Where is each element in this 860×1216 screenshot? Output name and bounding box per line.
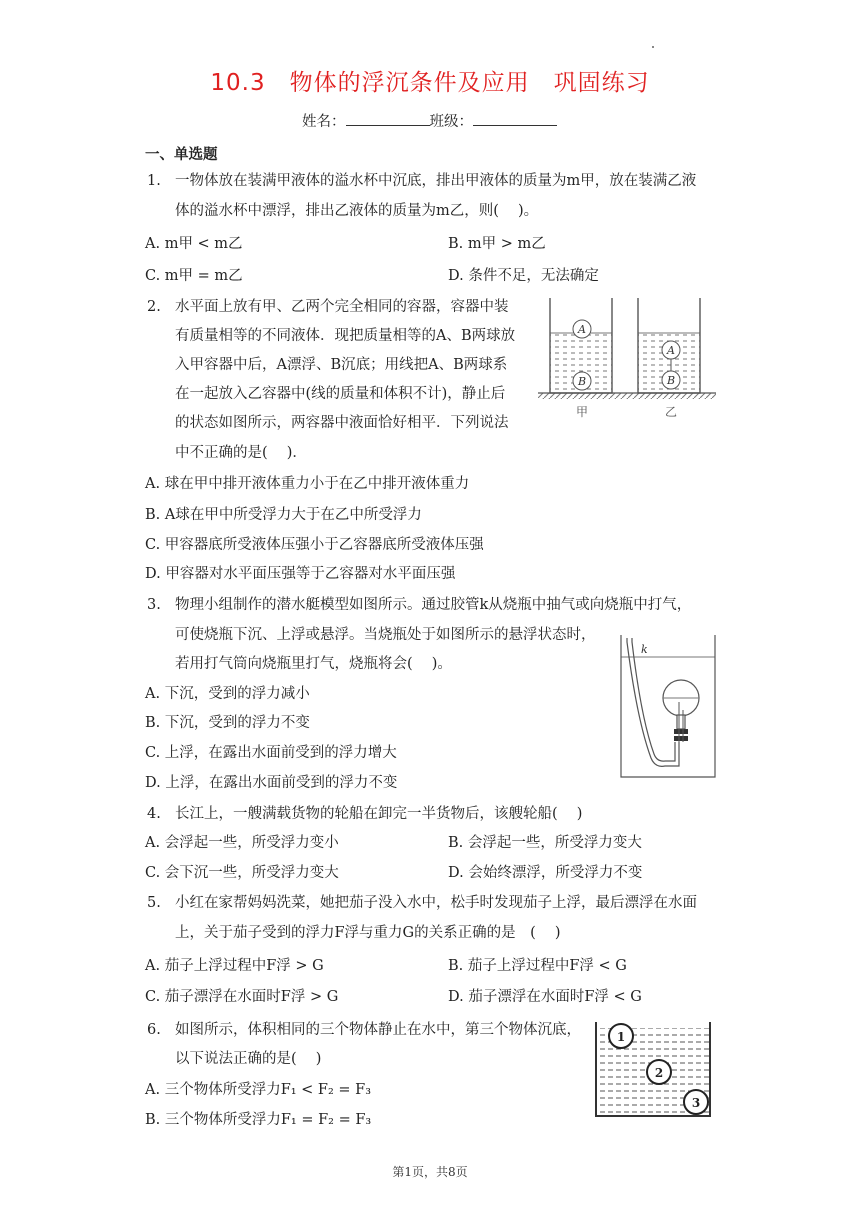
class-blank[interactable] bbox=[473, 111, 557, 126]
q1-stem-line1: 一物体放在装满甲液体的溢水杯中沉底，排出甲液体的质量为m甲，放在装满乙液 bbox=[175, 173, 697, 189]
q4-stem: 长江上，一艘满载货物的轮船在卸完一半货物后，该艘轮船( ) bbox=[175, 806, 583, 822]
q2-stem-line2: 有质量相等的不同液体．现把质量相等的A、B两球放 bbox=[175, 328, 516, 344]
q5-option-b[interactable]: B. 茄子上浮过程中F浮 < G bbox=[448, 958, 627, 974]
name-label: 姓名： bbox=[302, 114, 346, 130]
tube-label: k bbox=[641, 643, 648, 656]
ball-b-right-label: B bbox=[666, 374, 676, 387]
q3-stem-line1: 物理小组制作的潜水艇模型如图所示。通过胶管k从烧瓶中抽气或向烧瓶中打气， bbox=[175, 597, 692, 613]
page-dot bbox=[652, 46, 654, 48]
q1-option-a[interactable]: A. m甲 < m乙 bbox=[145, 236, 243, 252]
stopper-bottom bbox=[674, 736, 688, 741]
q4-number: 4. bbox=[147, 806, 161, 822]
q3-option-b[interactable]: B. 下沉，受到的浮力不变 bbox=[145, 715, 310, 731]
q5-number: 5. bbox=[147, 895, 161, 911]
q4-option-a[interactable]: A. 会浮起一些，所受浮力变小 bbox=[145, 835, 339, 851]
ground-hatch bbox=[538, 393, 716, 399]
q2-option-d[interactable]: D. 甲容器对水平面压强等于乙容器对水平面压强 bbox=[145, 566, 456, 582]
q2-stem-line6: 中不正确的是( )． bbox=[175, 445, 307, 461]
q3-figure bbox=[619, 630, 717, 780]
flask-neck bbox=[677, 715, 685, 729]
q4-option-b[interactable]: B. 会浮起一些，所受浮力变大 bbox=[448, 835, 642, 851]
q6-option-b[interactable]: B. 三个物体所受浮力F₁ = F₂ = F₃ bbox=[145, 1112, 372, 1128]
q3-stem-line2: 可使烧瓶下沉、上浮或悬浮。当烧瓶处于如图所示的悬浮状态时， bbox=[175, 627, 596, 643]
q6-stem-line1: 如图所示，体积相同的三个物体静止在水中，第三个物体沉底， bbox=[175, 1022, 581, 1038]
ball-b-left-label: B bbox=[577, 375, 587, 388]
object-3-label: 3 bbox=[691, 1096, 701, 1110]
q2-number: 2. bbox=[147, 299, 161, 315]
q6-figure bbox=[592, 1018, 714, 1118]
object-1-label: 1 bbox=[616, 1030, 626, 1044]
class-label: 班级： bbox=[429, 114, 473, 130]
q1-option-d[interactable]: D. 条件不足，无法确定 bbox=[448, 268, 599, 284]
q1-number: 1. bbox=[147, 173, 161, 189]
q2-stem-line4: 在一起放入乙容器中(线的质量和体积不计)，静止后 bbox=[175, 386, 506, 402]
q6-stem-line2: 以下说法正确的是( ) bbox=[175, 1051, 322, 1067]
q3-stem-line3: 若用打气筒向烧瓶里打气，烧瓶将会( )。 bbox=[175, 656, 452, 672]
q1-option-b[interactable]: B. m甲 > m乙 bbox=[448, 236, 546, 252]
ball-a-right-label: A bbox=[667, 344, 675, 357]
section-heading: 一、单选题 bbox=[145, 146, 218, 163]
q2-figure bbox=[538, 296, 716, 422]
page-footer: 第1页，共8页 bbox=[392, 1165, 468, 1179]
q2-stem-line3: 入甲容器中后，A漂浮、B沉底；用线把A、B两球系 bbox=[175, 357, 508, 373]
q3-number: 3. bbox=[147, 597, 161, 613]
q1-stem-line2: 体的溢水杯中漂浮，排出乙液体的质量为m乙，则( )。 bbox=[175, 203, 539, 219]
q5-option-c[interactable]: C. 茄子漂浮在水面时F浮 > G bbox=[145, 989, 339, 1005]
q5-stem-line1: 小红在家帮妈妈洗菜，她把茄子没入水中，松手时发现茄子上浮，最后漂浮在水面 bbox=[175, 895, 697, 911]
object-2-label: 2 bbox=[654, 1066, 664, 1080]
q2-stem-line1: 水平面上放有甲、乙两个完全相同的容器，容器中装 bbox=[175, 299, 509, 315]
page-title: 10.3 物体的浮沉条件及应用 巩固练习 bbox=[210, 70, 650, 96]
q4-option-c[interactable]: C. 会下沉一些，所受浮力变大 bbox=[145, 865, 339, 881]
q5-option-d[interactable]: D. 茄子漂浮在水面时F浮 < G bbox=[448, 989, 642, 1005]
q3-option-d[interactable]: D. 上浮，在露出水面前受到的浮力不变 bbox=[145, 775, 398, 791]
q6-number: 6. bbox=[147, 1022, 161, 1038]
q5-option-a[interactable]: A. 茄子上浮过程中F浮 > G bbox=[145, 958, 324, 974]
q2-option-b[interactable]: B. A球在甲中所受浮力大于在乙中所受浮力 bbox=[145, 507, 422, 523]
q3-option-a[interactable]: A. 下沉，受到的浮力减小 bbox=[145, 686, 310, 702]
q6-option-a[interactable]: A. 三个物体所受浮力F₁ < F₂ = F₃ bbox=[145, 1082, 372, 1098]
ball-a-left-label: A bbox=[578, 323, 586, 336]
q3-option-c[interactable]: C. 上浮，在露出水面前受到的浮力增大 bbox=[145, 745, 397, 761]
q2-option-c[interactable]: C. 甲容器底所受液体压强小于乙容器底所受液体压强 bbox=[145, 537, 484, 553]
label-jia: 甲 bbox=[575, 405, 589, 419]
label-yi: 乙 bbox=[664, 405, 678, 419]
name-blank[interactable] bbox=[346, 111, 430, 126]
q5-stem-line2: 上，关于茄子受到的浮力F浮与重力G的关系正确的是 ( ) bbox=[175, 925, 561, 941]
q2-option-a[interactable]: A. 球在甲中排开液体重力小于在乙中排开液体重力 bbox=[145, 476, 470, 492]
student-info bbox=[302, 111, 557, 132]
q1-option-c[interactable]: C. m甲 = m乙 bbox=[145, 268, 243, 284]
q2-stem-line5: 的状态如图所示，两容器中液面恰好相平．下列说法 bbox=[175, 415, 509, 431]
stopper-top bbox=[674, 729, 688, 734]
q4-option-d[interactable]: D. 会始终漂浮，所受浮力不变 bbox=[448, 865, 643, 881]
